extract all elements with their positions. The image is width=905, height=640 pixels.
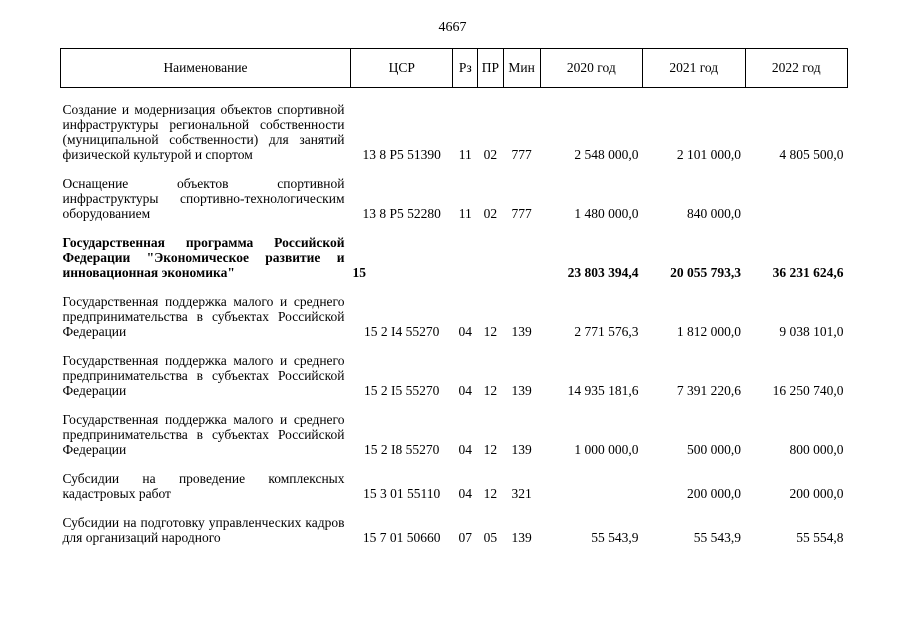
row-pr: 12 [483,442,498,457]
row-2020: 14 935 181,6 [567,383,639,398]
row-2021: 500 000,0 [687,442,741,457]
row-csr: 15 2 I8 55270 [364,442,440,457]
row-rz: 07 [458,530,473,545]
row-min: 139 [511,530,532,545]
row-2022 [745,176,848,221]
row-rz: 04 [458,442,473,457]
row-rz [453,235,478,280]
column-header-pr: ПР [478,49,504,88]
row-rz: 11 [458,147,472,162]
row-rz: 11 [458,206,472,221]
row-name: Субсидии на проведение комплексных кадастровых работ [62,471,345,501]
row-csr: 15 3 01 55110 [363,486,441,501]
column-header-2020: 2020 год [540,49,642,88]
row-csr: 13 8 P5 51390 [362,147,441,162]
row-rz: 04 [458,383,473,398]
row-csr: 15 2 I4 55270 [364,324,440,339]
row-pr [478,235,504,280]
budget-table [60,48,848,545]
table-header-row [61,49,848,88]
row-2022: 9 038 101,0 [779,324,844,339]
row-name: Государственная программа Российской Федерации "Экономическое развитие и инновационная экономика" [62,235,345,280]
row-min: 139 [511,324,532,339]
row-csr: 15 7 01 50660 [362,530,441,545]
row-2021: 55 543,9 [693,530,741,545]
row-name: Создание и модернизация объектов спортивной инфраструктуры региональной собственности (муниципальной собственности) для занятий физической культурой и спортом [62,102,345,162]
row-pr: 12 [483,383,498,398]
row-2021: 1 812 000,0 [676,324,741,339]
column-header-min: Мин [503,49,540,88]
row-2020: 2 771 576,3 [574,324,639,339]
column-header-2022: 2022 год [745,49,848,88]
table-row [61,515,848,545]
row-2020: 1 480 000,0 [574,206,639,221]
row-2022: 200 000,0 [789,486,844,501]
row-name: Оснащение объектов спортивной инфраструктуры спортивно-технологическим оборудованием [62,176,345,221]
page-number: 4667 [438,20,467,35]
row-min: 139 [511,442,532,457]
row-2020: 2 548 000,0 [574,147,639,162]
row-csr: 15 2 I5 55270 [364,383,440,398]
row-rz: 04 [458,486,473,501]
table-row [61,353,848,398]
row-2021: 2 101 000,0 [676,147,741,162]
row-2022: 36 231 624,6 [772,265,844,280]
row-2021: 20 055 793,3 [670,265,741,280]
row-min: 321 [511,486,532,501]
row-2020 [540,471,642,501]
row-min [503,235,540,280]
column-header-2021: 2021 год [643,49,745,88]
row-2021: 200 000,0 [687,486,741,501]
table-row [61,294,848,339]
row-2022: 800 000,0 [789,442,844,457]
row-2022: 55 554,8 [796,530,844,545]
row-pr: 02 [483,206,498,221]
row-rz: 04 [458,324,473,339]
row-pr: 05 [483,530,498,545]
row-csr: 13 8 P5 52280 [362,206,441,221]
column-header-name: Наименование [61,49,351,88]
row-2021: 840 000,0 [687,206,741,221]
row-name: Государственная поддержка малого и среднего предпринимательства в субъектах Российской Федерации [62,412,345,457]
row-pr: 02 [483,147,498,162]
row-2022: 16 250 740,0 [772,383,844,398]
table-row [61,412,848,457]
row-name: Субсидии на подготовку управленческих кадров для организаций народного [62,515,345,545]
row-pr: 12 [483,486,498,501]
row-2021: 7 391 220,6 [676,383,741,398]
table-row [61,176,848,221]
column-header-rz: Рз [453,49,478,88]
table-row [61,102,848,162]
row-name: Государственная поддержка малого и среднего предпринимательства в субъектах Российской Федерации [62,353,345,398]
row-2020: 55 543,9 [591,530,639,545]
table-row-program [61,235,848,280]
row-2020: 23 803 394,4 [567,265,639,280]
row-2022: 4 805 500,0 [779,147,844,162]
row-pr: 12 [483,324,498,339]
row-2020: 1 000 000,0 [574,442,639,457]
row-min: 139 [511,383,532,398]
row-name: Государственная поддержка малого и среднего предпринимательства в субъектах Российской Федерации [62,294,345,339]
row-min: 777 [511,206,532,221]
column-header-csr: ЦСР [351,49,453,88]
row-csr: 15 [352,265,366,280]
row-min: 777 [511,147,532,162]
table-row [61,471,848,501]
